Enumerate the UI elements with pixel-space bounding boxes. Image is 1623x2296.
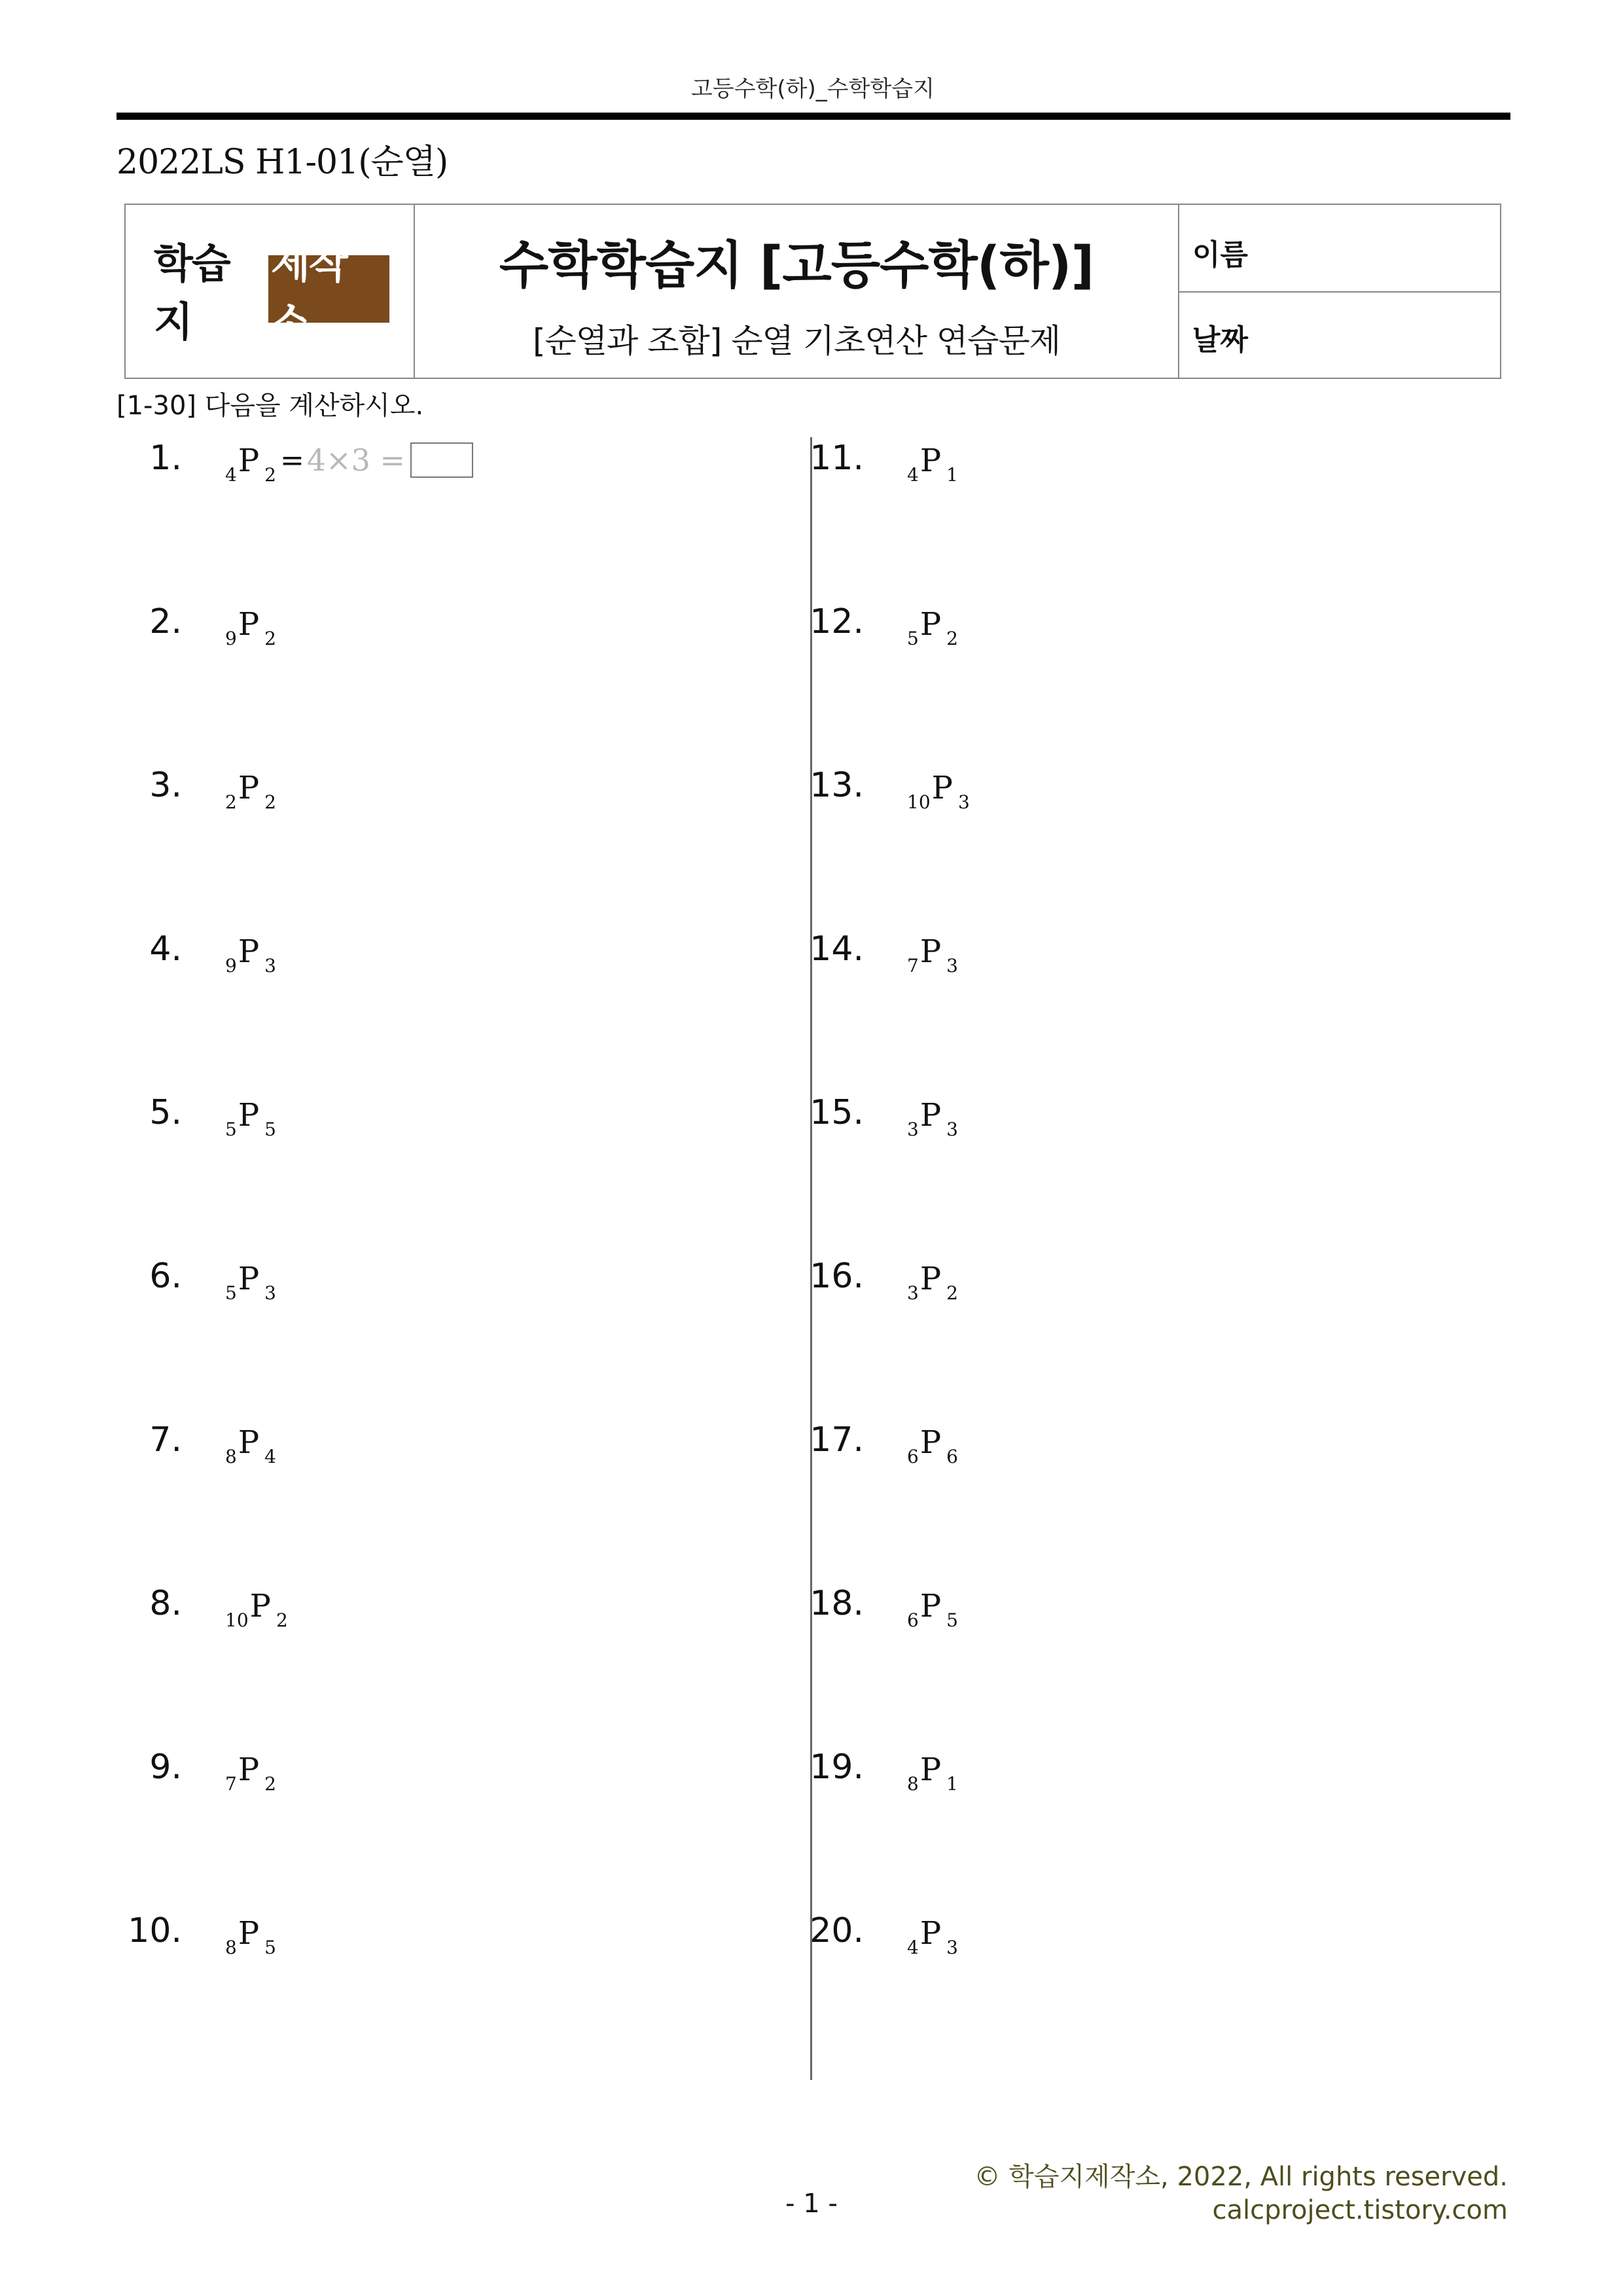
permutation-expression: [225, 442, 276, 486]
problem-number: 11.: [810, 439, 864, 478]
date-field[interactable]: [1179, 293, 1500, 378]
perm-r: 5: [946, 1609, 958, 1631]
permutation-expression: [907, 1261, 958, 1304]
perm-symbol: P: [931, 770, 953, 806]
logo-text-part2: 제작소: [268, 255, 389, 323]
problem-number: 8.: [149, 1584, 182, 1623]
problem-item: [798, 766, 970, 818]
title-box: [124, 204, 1501, 379]
perm-n: 8: [225, 1937, 237, 1958]
worksheet-title: 수학학습지 [고등수학(하)]: [499, 236, 1094, 295]
problem-number: 17.: [810, 1420, 864, 1460]
logo: [150, 239, 389, 346]
perm-r: 1: [946, 464, 958, 486]
perm-symbol: P: [919, 442, 942, 479]
problem-number: 4.: [149, 929, 182, 969]
permutation-expression: [907, 1751, 958, 1795]
perm-symbol: P: [919, 1588, 942, 1624]
perm-r: 2: [276, 1609, 288, 1631]
perm-symbol: P: [919, 933, 942, 970]
perm-symbol: P: [919, 1424, 942, 1461]
perm-symbol: P: [919, 1097, 942, 1134]
copyright: © 학습지제작소, 2022, All rights reserved.: [974, 2162, 1508, 2192]
info-cell: [1179, 205, 1500, 378]
perm-n: 7: [225, 1773, 237, 1795]
instruction: [1-30] 다음을 계산하시오.: [116, 391, 424, 421]
perm-symbol: P: [238, 1751, 260, 1788]
perm-r: 6: [946, 1446, 958, 1467]
perm-r: 3: [946, 1119, 958, 1140]
permutation-expression: [907, 1915, 958, 1958]
perm-n: 3: [907, 1119, 919, 1140]
problem-number: 3.: [149, 766, 182, 805]
problem-item: [116, 439, 473, 491]
example-hint: [276, 442, 473, 478]
problem-item: [116, 1748, 276, 1800]
perm-r: 4: [264, 1446, 276, 1467]
perm-r: 5: [264, 1937, 276, 1958]
perm-symbol: P: [919, 1751, 942, 1788]
perm-n: 8: [225, 1446, 237, 1467]
problem-item: [116, 602, 276, 655]
header-rule: [116, 113, 1510, 120]
document-code: 2022LS H1-01(순열): [116, 143, 448, 182]
problem-item: [798, 1911, 958, 1964]
permutation-expression: [225, 1097, 276, 1140]
permutation-expression: [225, 1915, 276, 1958]
perm-symbol: P: [238, 1097, 260, 1134]
problem-number: 16.: [810, 1257, 864, 1296]
problem-number: 15.: [810, 1093, 864, 1132]
perm-n: 10: [907, 791, 931, 813]
perm-r: 3: [264, 1282, 276, 1304]
equals-sign: =: [279, 443, 304, 477]
permutation-expression: [907, 1588, 958, 1631]
problem-item: [798, 1748, 958, 1800]
permutation-expression: [907, 1097, 958, 1140]
perm-r: 2: [264, 628, 276, 649]
perm-symbol: P: [919, 1261, 942, 1297]
perm-n: 5: [907, 628, 919, 649]
problem-item: [116, 1093, 276, 1145]
perm-n: 6: [907, 1446, 919, 1467]
problem-item: [798, 1584, 958, 1636]
problem-number: 7.: [149, 1420, 182, 1460]
problem-number: 12.: [810, 602, 864, 641]
site-url: calcproject.tistory.com: [1212, 2195, 1508, 2225]
permutation-expression: [907, 606, 958, 649]
permutation-expression: [907, 442, 958, 486]
problem-number: 2.: [149, 602, 182, 641]
perm-n: 2: [225, 791, 237, 813]
problem-number: 5.: [149, 1093, 182, 1132]
date-label: 날짜: [1192, 323, 1249, 357]
perm-n: 6: [907, 1609, 919, 1631]
perm-r: 2: [264, 464, 276, 486]
perm-r: 2: [264, 791, 276, 813]
perm-symbol: P: [238, 442, 260, 479]
running-header: 고등수학(하)_수학학습지: [691, 76, 935, 102]
perm-r: 2: [264, 1773, 276, 1795]
perm-r: 3: [264, 955, 276, 977]
problem-number: 14.: [810, 929, 864, 969]
permutation-expression: [907, 770, 970, 813]
permutation-expression: [225, 1588, 288, 1631]
problem-item: [798, 1257, 958, 1309]
perm-symbol: P: [919, 606, 942, 643]
problem-item: [116, 1584, 288, 1636]
perm-symbol: P: [238, 1261, 260, 1297]
perm-symbol: P: [249, 1588, 271, 1624]
perm-n: 9: [225, 628, 237, 649]
perm-symbol: P: [238, 933, 260, 970]
perm-n: 10: [225, 1609, 249, 1631]
name-label: 이름: [1192, 238, 1249, 272]
perm-r: 3: [946, 955, 958, 977]
perm-r: 3: [946, 1937, 958, 1958]
perm-n: 9: [225, 955, 237, 977]
permutation-expression: [225, 770, 276, 813]
permutation-expression: [225, 1751, 276, 1795]
problem-item: [116, 1420, 276, 1473]
permutation-expression: [225, 606, 276, 649]
perm-symbol: P: [238, 1915, 260, 1952]
hint-expression: 4×3 =: [306, 442, 406, 478]
problem-item: [798, 1093, 958, 1145]
problem-item: [798, 929, 958, 982]
perm-symbol: P: [919, 1915, 942, 1952]
problem-number: 6.: [149, 1257, 182, 1296]
permutation-expression: [225, 1424, 276, 1467]
problem-item: [116, 1257, 276, 1309]
problem-item: [798, 1420, 958, 1473]
perm-symbol: P: [238, 770, 260, 806]
logo-text-part1: 학습지: [154, 239, 230, 346]
permutation-expression: [225, 1261, 276, 1304]
problem-number: 18.: [810, 1584, 864, 1623]
problem-number: 1.: [149, 439, 182, 478]
problem-item: [116, 766, 276, 818]
title-cell: [415, 205, 1179, 378]
perm-symbol: P: [238, 1424, 260, 1461]
perm-r: 2: [946, 1282, 958, 1304]
perm-r: 1: [946, 1773, 958, 1795]
perm-n: 4: [907, 464, 919, 486]
problem-item: [116, 1911, 276, 1964]
problem-number: 10.: [128, 1911, 182, 1950]
permutation-expression: [907, 1424, 958, 1467]
permutation-expression: [907, 933, 958, 977]
problem-item: [116, 929, 276, 982]
problem-item: [798, 602, 958, 655]
name-field[interactable]: [1179, 205, 1500, 293]
perm-n: 5: [225, 1119, 237, 1140]
perm-n: 8: [907, 1773, 919, 1795]
problem-number: 13.: [810, 766, 864, 805]
problem-number: 9.: [149, 1748, 182, 1787]
perm-r: 2: [946, 628, 958, 649]
permutation-expression: [225, 933, 276, 977]
perm-n: 5: [225, 1282, 237, 1304]
perm-n: 3: [907, 1282, 919, 1304]
page-number: - 1 -: [785, 2189, 838, 2219]
perm-n: 4: [225, 464, 237, 486]
perm-n: 7: [907, 955, 919, 977]
problem-item: [798, 439, 958, 491]
problem-number: 19.: [810, 1748, 864, 1787]
worksheet-subtitle: [순열과 조합] 순열 기초연산 연습문제: [532, 322, 1061, 360]
perm-symbol: P: [238, 606, 260, 643]
perm-n: 4: [907, 1937, 919, 1958]
problem-number: 20.: [810, 1911, 864, 1950]
perm-r: 3: [957, 791, 970, 813]
perm-r: 5: [264, 1119, 276, 1140]
answer-box[interactable]: [410, 442, 473, 478]
logo-cell: [126, 205, 415, 378]
